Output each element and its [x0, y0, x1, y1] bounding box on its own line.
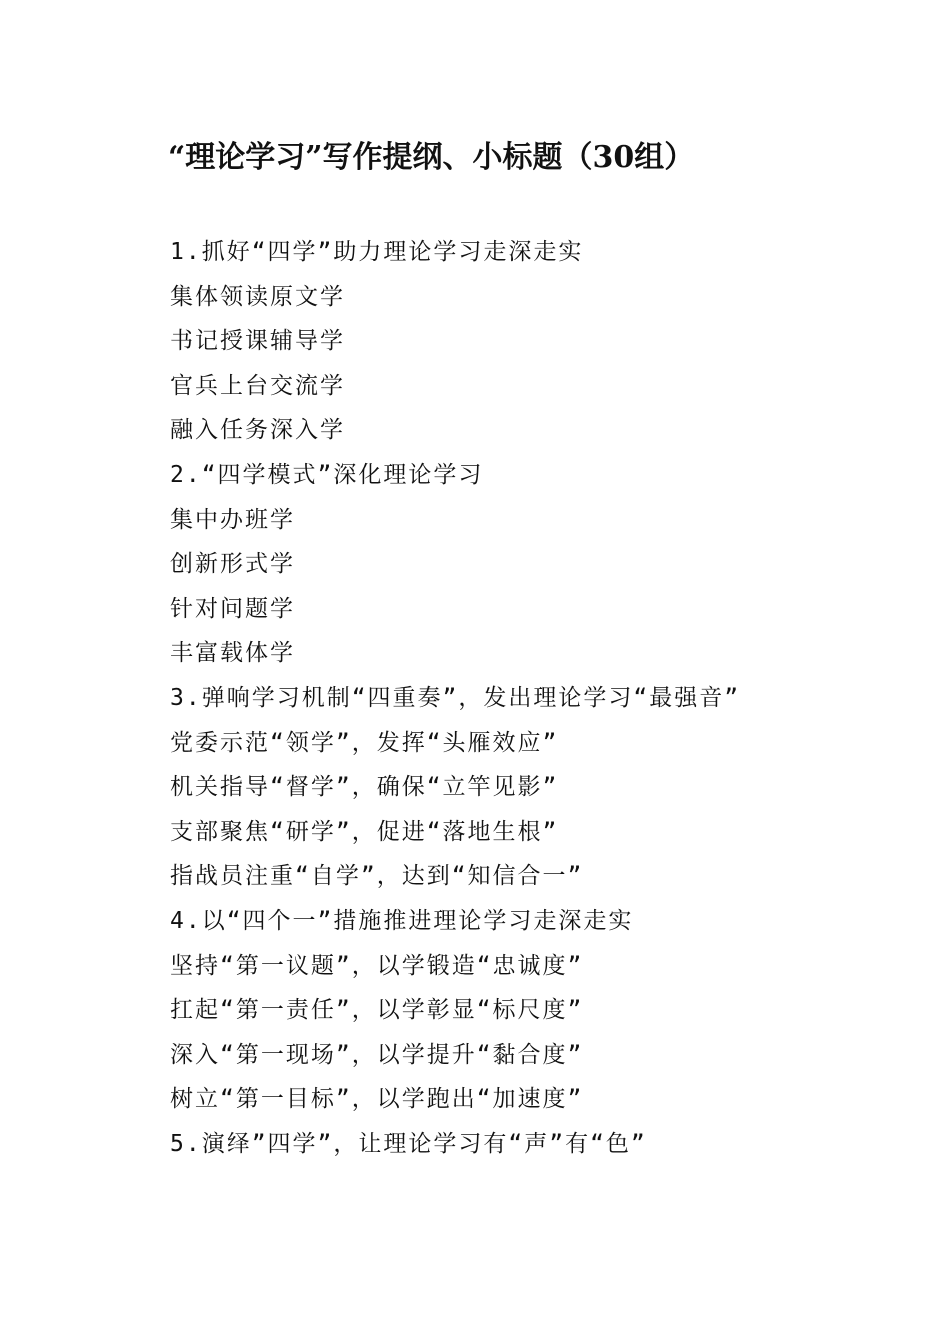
list-item: 针对问题学 [170, 595, 295, 622]
list-item: 支部聚焦“研学”，促进“落地生根” [170, 818, 559, 845]
list-item: 集体领读原文学 [170, 283, 345, 310]
list-item: 坚持“第一议题”，以学锻造“忠诚度” [170, 952, 584, 979]
heading-3: 3.弹响学习机制“四重奏”，发出理论学习“最强音” [170, 684, 741, 711]
list-item: 树立“第一目标”，以学跑出“加速度” [170, 1086, 584, 1113]
list-item: 创新形式学 [170, 551, 295, 578]
list-item: 机关指导“督学”，确保“立竿见影” [170, 774, 559, 801]
heading-2: 2.“四学模式”深化理论学习 [170, 461, 484, 488]
list-item: 官兵上台交流学 [170, 372, 345, 399]
heading-5: 5.演绎”四学”，让理论学习有“声”有“色” [170, 1130, 647, 1157]
document-title: “理论学习”写作提纲、小标题（30组） [168, 140, 695, 175]
list-item: 书记授课辅导学 [170, 328, 345, 355]
list-item: 指战员注重“自学”，达到“知信合一” [170, 863, 584, 890]
heading-1: 1.抓好“四学”助力理论学习走深走实 [170, 239, 584, 265]
document-body [170, 230, 870, 1166]
list-item: 扛起“第一责任”，以学彰显“标尺度” [170, 997, 584, 1024]
list-item: 融入任务深入学 [170, 417, 345, 444]
list-item: 丰富载体学 [170, 640, 295, 667]
list-item: 深入“第一现场”，以学提升“黏合度” [170, 1041, 584, 1068]
heading-4: 4.以“四个一”措施推进理论学习走深走实 [170, 907, 634, 934]
list-item: 集中办班学 [170, 506, 295, 533]
list-item: 党委示范“领学”，发挥“头雁效应” [170, 729, 559, 756]
